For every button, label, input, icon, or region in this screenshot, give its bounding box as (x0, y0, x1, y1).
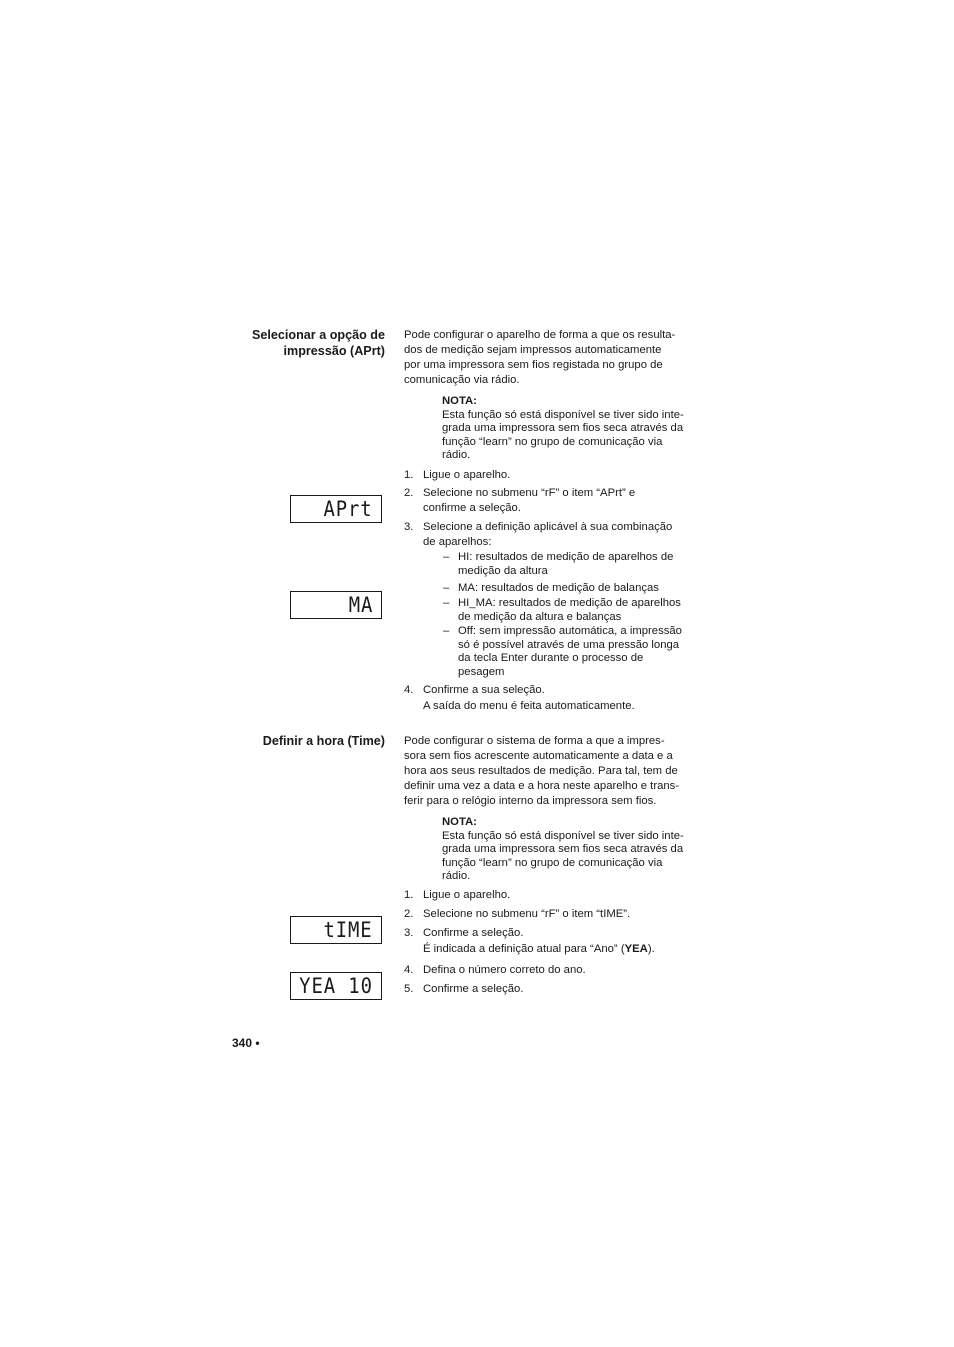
heading-line: impressão (APrt) (283, 344, 385, 358)
step-number: 1. (404, 469, 414, 481)
option-text (458, 551, 698, 578)
text-line (423, 942, 698, 956)
text-line: sora sem fios acrescente automaticamente a data e a (404, 750, 673, 762)
text-line: de medição da altura e balanças (458, 610, 622, 623)
text-line: grada uma impressora sem fios seca através da (442, 422, 684, 434)
step-text: Defina o número correto do ano. (423, 964, 586, 976)
text-line: confirme a seleção. (423, 502, 521, 514)
step-number: 4. (404, 964, 414, 976)
option-text (458, 625, 698, 679)
step-text (423, 683, 698, 713)
dash-bullet: – (443, 551, 450, 563)
lcd-readout: APrt (323, 497, 373, 521)
section-heading-aprt (200, 327, 385, 359)
note-aprt (442, 395, 702, 463)
step-number: 2. (404, 908, 414, 920)
lcd-readout: tIME (323, 918, 373, 942)
lcd-display-time (290, 916, 382, 944)
text-line: pesagem (458, 665, 505, 678)
note-label: NOTA: (442, 816, 477, 828)
step-number: 3. (404, 927, 414, 939)
dash-bullet: – (443, 625, 450, 637)
intro-paragraph-time (404, 734, 704, 809)
lcd-readout: YEA 10 (299, 974, 373, 998)
text-line: medição da altura (458, 564, 548, 577)
lcd-readout: MA (348, 593, 373, 617)
text-fragment-bold: YEA (624, 943, 648, 955)
text-line: definir uma vez a data e a hora neste aparelho e trans- (404, 780, 680, 792)
text-line: HI: resultados de medição de aparelhos de (458, 551, 674, 563)
dash-bullet: – (443, 582, 450, 594)
heading-line: Definir a hora (Time) (262, 734, 385, 748)
text-line: A saída do menu é feita automaticamente. (423, 700, 635, 712)
text-line: rádio. (442, 870, 471, 882)
intro-paragraph-aprt (404, 328, 704, 388)
step-text (423, 520, 698, 549)
text-line: HI_MA: resultados de medição de aparelhos (458, 597, 681, 609)
text-line: dos de medição sejam impressos automaticamente (404, 344, 662, 356)
step-text (423, 486, 698, 515)
text-line: Esta função só está disponível se tiver sido inte- (442, 829, 684, 842)
text-line: por uma impressora sem fios registada no grupo de (404, 359, 663, 371)
heading-line: Selecionar a opção de (252, 328, 385, 342)
step-text: Confirme a seleção. (423, 983, 524, 995)
option-text (458, 597, 698, 624)
text-line: de aparelhos: (423, 536, 492, 548)
step-number: 2. (404, 487, 414, 499)
text-line: Pode configurar o sistema de forma a que a impres- (404, 735, 665, 747)
step-text: Ligue o aparelho. (423, 469, 511, 481)
text-line: da tecla Enter durante o processo de (458, 652, 644, 664)
text-line: Off: sem impressão automática, a impressão (458, 625, 682, 637)
step-text: Ligue o aparelho. (423, 889, 511, 901)
note-label: NOTA: (442, 395, 477, 407)
text-line: função “learn” no grupo de comunicação via (442, 856, 663, 869)
text-line: grada uma impressora sem fios seca através da (442, 843, 684, 855)
step-text (423, 926, 698, 956)
lcd-display-year (290, 972, 382, 1000)
text-line: comunicação via rádio. (404, 374, 520, 386)
step-text: Selecione no submenu “rF” o item “tIME”. (423, 908, 631, 920)
text-line: Confirme a seleção. (423, 927, 524, 939)
lcd-display-aprt (290, 495, 382, 523)
step-number: 3. (404, 521, 414, 533)
text-line: hora aos seus resultados de medição. Para tal, tem de (404, 765, 678, 777)
text-line: Esta função só está disponível se tiver sido inte- (442, 408, 684, 421)
text-line: função “learn” no grupo de comunicação via (442, 435, 663, 448)
step-number: 4. (404, 684, 414, 696)
note-time (442, 816, 702, 884)
text-fragment: ). (647, 943, 655, 955)
step-number: 5. (404, 983, 414, 995)
text-fragment: É indicada a definição atual para “Ano” ( (423, 943, 625, 955)
text-line: Pode configurar o aparelho de forma a que os resulta- (404, 329, 676, 341)
text-line: ferir para o relógio interno da impressora sem fios. (404, 795, 657, 807)
text-line: Confirme a sua seleção. (423, 684, 545, 696)
text-line: rádio. (442, 449, 471, 461)
text-line: Selecione no submenu “rF” o item “APrt” e (423, 487, 636, 499)
text-line: Selecione a definição aplicável à sua combinação (423, 521, 673, 533)
step-number: 1. (404, 889, 414, 901)
section-heading-time (200, 733, 385, 749)
page-number: 340 • (232, 1036, 260, 1050)
text-line: só é possível através de uma pressão longa (458, 638, 680, 651)
dash-bullet: – (443, 597, 450, 609)
option-text: MA: resultados de medição de balanças (458, 582, 659, 594)
lcd-display-ma (290, 591, 382, 619)
